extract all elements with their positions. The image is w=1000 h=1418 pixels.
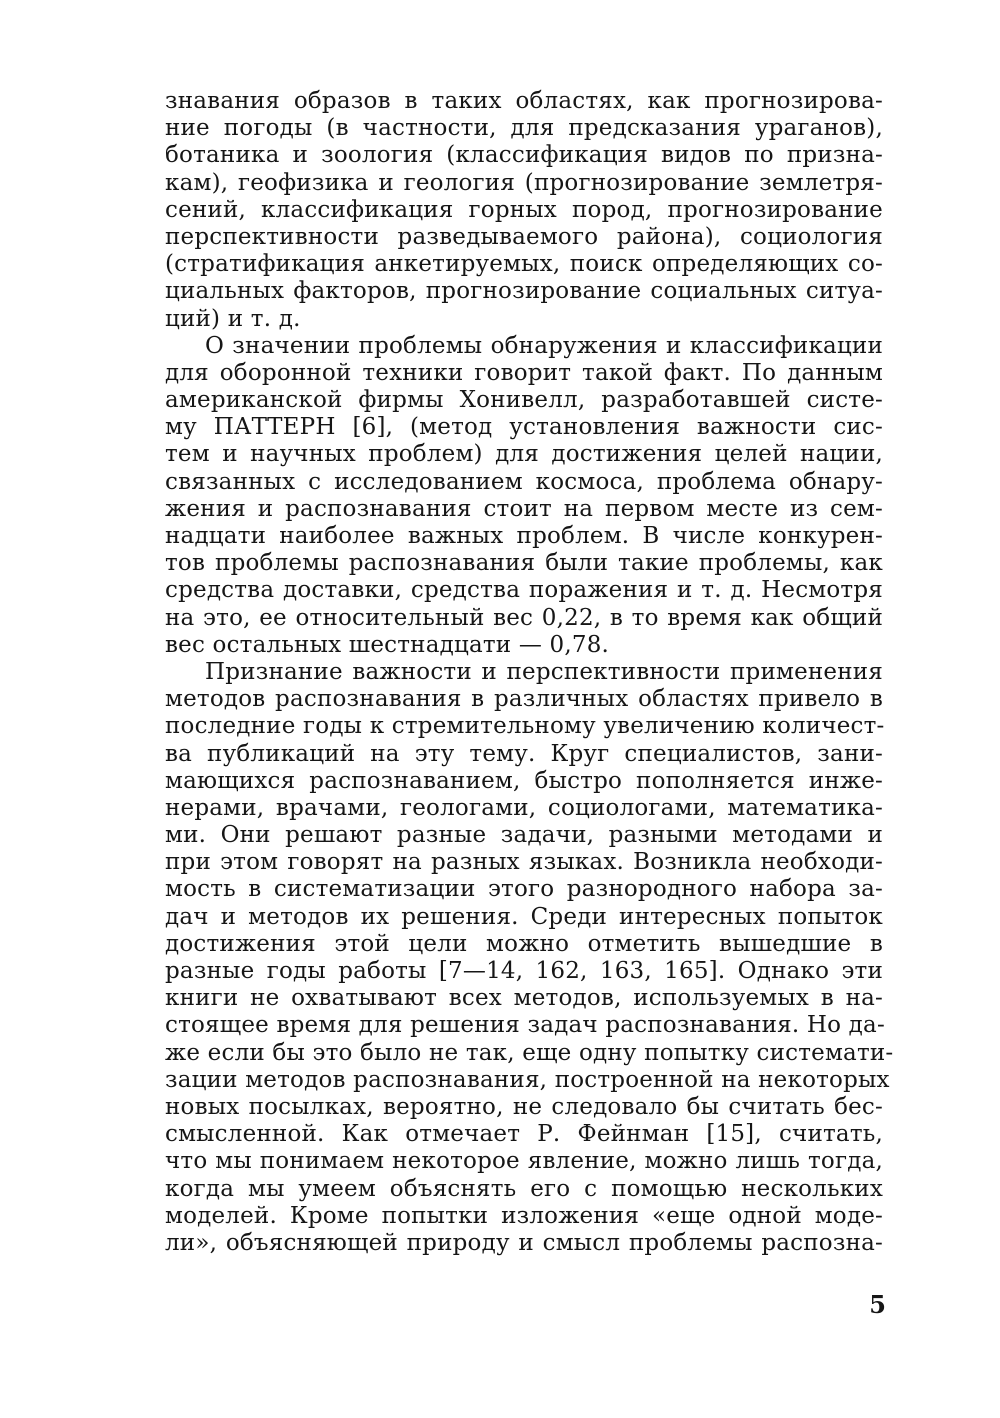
text-line: жения и распознавания стоит на первом месте из сем-: [165, 495, 883, 522]
text-line: разные годы работы [7—14, 162, 163, 165]. Однако эти: [165, 958, 883, 984]
text-line: ние погоды (в частности, для предсказания ураганов),: [165, 115, 883, 142]
text-line: же если бы это было не так, еще одну попытку системати-: [165, 1039, 894, 1066]
text-line: на это, ее относительный вес 0,22, в то время как общий: [165, 604, 883, 631]
text-line: связанных с исследованием космоса, проблема обнару-: [165, 468, 883, 495]
text-line: вес остальных шестнадцати — 0,78.: [165, 631, 610, 658]
page-number: 5: [869, 1290, 886, 1319]
text-line: американской фирмы Хонивелл, разработавшей систе-: [165, 387, 883, 414]
text-line: циальных факторов, прогнозирование социальных ситуа-: [165, 278, 883, 305]
text-line: ли», объясняющей природу и смысл проблемы распозна-: [165, 1229, 883, 1256]
text-line: тов проблемы распознавания были такие проблемы, как: [165, 550, 883, 577]
text-line: книги не охватывают всех методов, используемых в на-: [165, 985, 883, 1012]
text-line: моделей. Кроме попытки изложения «еще одной моде-: [165, 1202, 883, 1229]
text-line: тем и научных проблем) для достижения целей нации,: [165, 441, 883, 468]
text-line: надцати наиболее важных проблем. В числе конкурен-: [165, 523, 883, 549]
text-line: нерами, врачами, геологами, социологами, математика-: [165, 794, 883, 821]
text-line: стоящее время для решения задач распознавания. Но да-: [165, 1012, 885, 1039]
text-line: знавания образов в таких областях, как прогнозирова-: [165, 88, 883, 114]
text-line: (стратификация анкетируемых, поиск определяющих со-: [165, 251, 883, 278]
text-line: что мы понимаем некоторое явление, можно лишь тогда,: [165, 1148, 883, 1175]
text-line: ций) и т. д.: [165, 305, 301, 332]
text-line: зации методов распознавания, построенной на некоторых: [165, 1066, 890, 1093]
text-line: ва публикаций на эту тему. Круг специалистов, зани-: [165, 740, 883, 767]
text-line: перспективности разведываемого района), социология: [165, 223, 883, 250]
text-line: средства доставки, средства поражения и т. д. Несмотря: [165, 577, 883, 604]
paragraph-start-line: О значении проблемы обнаружения и классификации: [205, 332, 883, 359]
text-line: при этом говорят на разных языках. Возникла необходи-: [165, 849, 883, 876]
text-line: му ПАТТЕРН [6], (метод установления важности сис-: [165, 414, 883, 441]
text-line: последние годы к стремительному увеличению количест-: [165, 713, 885, 740]
text-line: кам), геофизика и геология (прогнозирование землетря-: [165, 169, 883, 196]
paragraph-start-line: Признание важности и перспективности применения: [205, 658, 883, 685]
text-line: ботаника и зоология (классификация видов по призна-: [165, 142, 883, 169]
text-line: новых посылках, вероятно, не следовало бы считать бес-: [165, 1093, 883, 1120]
text-line: для оборонной техники говорит такой факт. По данным: [165, 359, 883, 386]
text-line: сений, классификация горных пород, прогнозирование: [165, 196, 883, 223]
text-line: мость в систематизации этого разнородного набора за-: [165, 876, 883, 903]
body-text: [165, 88, 894, 1257]
text-line: дач и методов их решения. Среди интересных попыток: [165, 903, 883, 930]
text-line: когда мы умеем объяснять его с помощью нескольких: [165, 1175, 883, 1202]
text-line: смысленной. Как отмечает Р. Фейнман [15], считать,: [165, 1121, 883, 1148]
text-line: мающихся распознаванием, быстро пополняется инже-: [165, 767, 883, 794]
text-line: достижения этой цели можно отметить вышедшие в: [165, 930, 883, 957]
text-line: ми. Они решают разные задачи, разными методами и: [165, 822, 883, 849]
text-line: методов распознавания в различных областях привело в: [165, 686, 883, 713]
